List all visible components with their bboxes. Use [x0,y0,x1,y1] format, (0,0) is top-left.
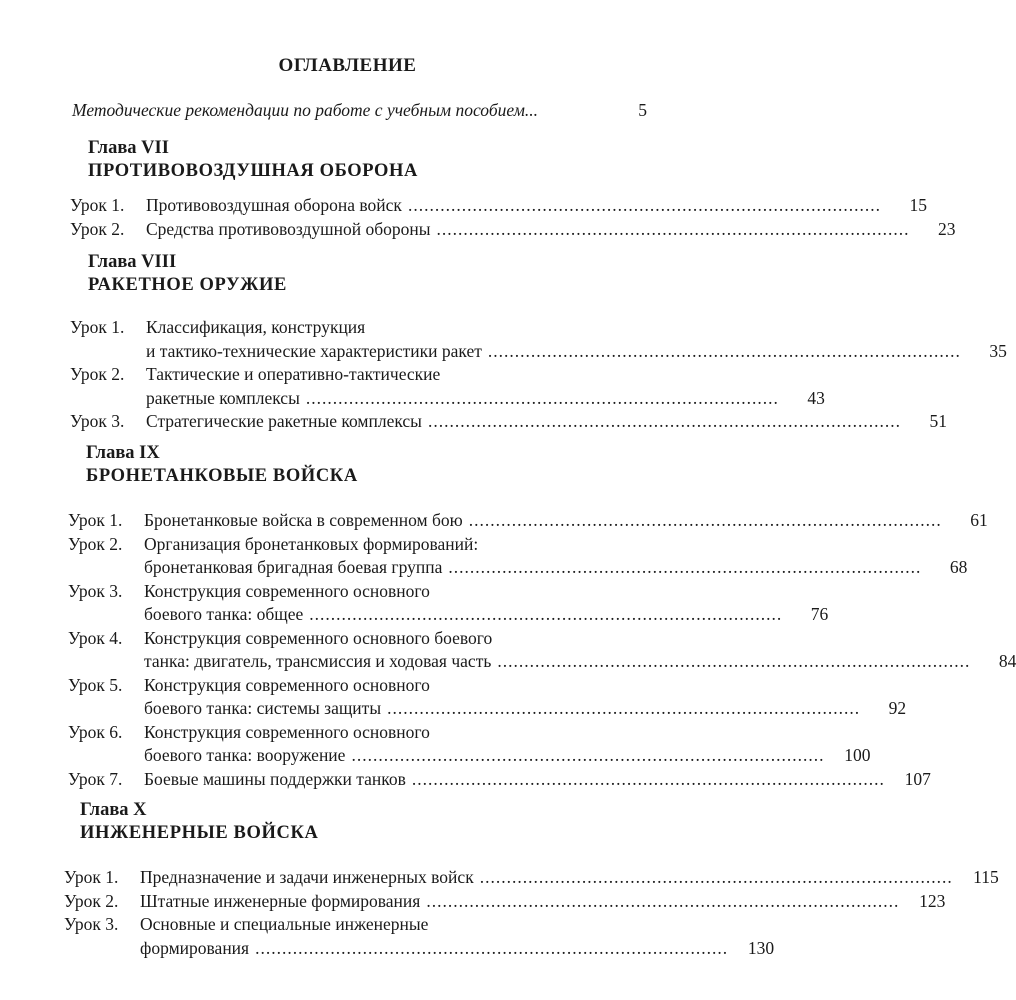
chapter-number: Глава VII [88,138,169,158]
intro-page: 5 [638,100,647,120]
lesson-page: 107 [904,768,931,789]
chapter-number: Глава VIII [88,252,177,272]
chapter-title: РАКЕТНОЕ ОРУЖИЕ [88,275,287,295]
lesson-title: Конструкция современного основного [144,674,430,695]
leader-dots: ........................................................................................ [426,890,900,911]
lesson-label: Урок 2. [70,364,125,384]
lesson-label: Урок 6. [68,721,123,742]
intro-text: Методические рекомендации по работе с учебным пособием... [72,100,538,120]
lesson-title: Тактические и оперативно-тактические [146,364,441,384]
lesson-title: Боевые машины поддержки танков [144,768,406,789]
lesson-title-cont: боевого танка: системы защиты [144,698,382,718]
lesson-page: 130 [747,937,775,958]
lesson-title-cont: танка: двигатель, трансмиссия и ходовая часть [144,651,492,671]
chapter-7-lessons [70,194,956,241]
toc-entry[interactable] [68,768,931,792]
toc-entry[interactable] [70,194,927,218]
lesson-title-cont: боевого танка: общее [144,604,304,624]
leader-dots: ........................................................................................ [309,604,783,624]
chapter-title: БРОНЕТАНКОВЫЕ ВОЙСКА [86,466,358,486]
lesson-title-cont: ракетные комплексы [146,387,300,408]
lesson-page: 23 [938,218,956,239]
leader-dots: ........................................................................................ [448,557,922,577]
chapter-8-heading [88,252,287,296]
leader-dots: ........................................................................................ [427,411,901,431]
toc-title: ОГЛАВЛЕНИЕ [278,55,417,76]
lesson-title: Средства противовоздушной обороны [146,218,431,239]
leader-dots: ........................................................................................ [387,698,861,718]
chapter-title: ИНЖЕНЕРНЫЕ ВОЙСКА [80,823,319,843]
chapter-number: Глава IX [86,443,160,463]
lesson-page: 61 [970,510,988,530]
chapter-8-lessons [70,316,1007,434]
lesson-page: 123 [919,890,946,911]
lesson-label: Урок 1. [70,317,125,337]
lesson-label: Урок 5. [68,674,123,695]
leader-dots: ........................................................................................ [468,510,942,530]
lesson-page: 76 [810,604,829,624]
lesson-label: Урок 2. [70,218,125,239]
lesson-label: Урок 7. [68,768,123,789]
leader-dots: ........................................................................................ [351,745,825,765]
lesson-page: 115 [973,867,999,887]
intro-entry[interactable] [72,100,647,121]
lesson-label: Урок 2. [64,890,119,911]
lesson-label: Урок 3. [68,580,123,601]
toc-entry[interactable] [70,410,947,434]
leader-dots: ........................................................................................ [479,867,953,887]
lesson-label: Урок 1. [68,510,123,530]
lesson-page: 84 [998,651,1016,671]
lesson-title-cont: формирования [140,937,250,958]
lesson-title: Конструкция современного основного [144,580,430,601]
lesson-title-cont: и тактико-технические характеристики ракет [146,340,482,361]
toc-entry[interactable] [68,533,968,580]
lesson-label: Урок 2. [68,533,123,554]
lesson-page: 68 [949,557,968,577]
lesson-title-cont: боевого танка: вооружение [144,745,346,765]
lesson-page: 100 [844,745,871,765]
toc-entry[interactable] [64,913,775,960]
lesson-label: Урок 1. [70,195,125,215]
leader-dots: ........................................................................................ [305,387,779,408]
leader-dots: ........................................................................................ [497,651,971,671]
lesson-label: Урок 3. [70,411,125,431]
toc-entry[interactable] [70,316,1007,363]
toc-entry[interactable] [68,721,871,768]
chapter-10-heading [80,800,318,844]
chapter-number: Глава X [80,800,147,820]
toc-entry[interactable] [68,674,907,721]
toc-entry[interactable] [64,890,946,914]
toc-entry[interactable] [68,580,829,627]
lesson-title: Бронетанковые войска в современном бою [144,510,463,530]
lesson-title: Предназначение и задачи инженерных войск [140,867,474,887]
lesson-title: Классификация, конструкция [146,317,366,337]
chapter-9-heading [86,443,358,487]
leader-dots: ........................................................................................ [255,937,729,958]
chapter-title: ПРОТИВОВОЗДУШНАЯ ОБОРОНА [88,161,418,181]
lesson-title: Штатные инженерные формирования [140,890,421,911]
lesson-page: 92 [888,698,907,718]
lesson-title: Основные и специальные инженерные [140,914,429,934]
chapter-7-heading [88,138,418,182]
lesson-page: 51 [929,411,947,431]
chapter-10-lessons [64,866,999,960]
lesson-page: 35 [989,340,1007,361]
leader-dots: ........................................................................................ [436,218,910,239]
lesson-title: Противовоздушная оборона войск [146,195,402,215]
lesson-page: 43 [807,387,825,408]
lesson-title: Конструкция современного основного [144,721,430,742]
lesson-label: Урок 3. [64,914,119,934]
lesson-page: 15 [909,195,927,215]
lesson-label: Урок 1. [64,867,119,887]
toc-entry[interactable] [70,363,825,410]
lesson-title: Конструкция современного основного боевого [144,627,493,648]
lesson-title-cont: бронетанковая бригадная боевая группа [144,557,443,577]
leader-dots: ........................................................................................ [487,340,961,361]
toc-entry[interactable] [70,218,956,242]
toc-entry[interactable] [64,866,999,890]
leader-dots: ........................................................................................ [411,768,885,789]
toc-entry[interactable] [68,627,1016,674]
leader-dots: ........................................................................................ [407,195,881,215]
chapter-9-lessons [68,509,1016,791]
lesson-title: Организация бронетанковых формирований: [144,533,479,554]
toc-entry[interactable] [68,509,988,533]
lesson-label: Урок 4. [68,627,123,648]
lesson-title: Стратегические ракетные комплексы [146,411,422,431]
